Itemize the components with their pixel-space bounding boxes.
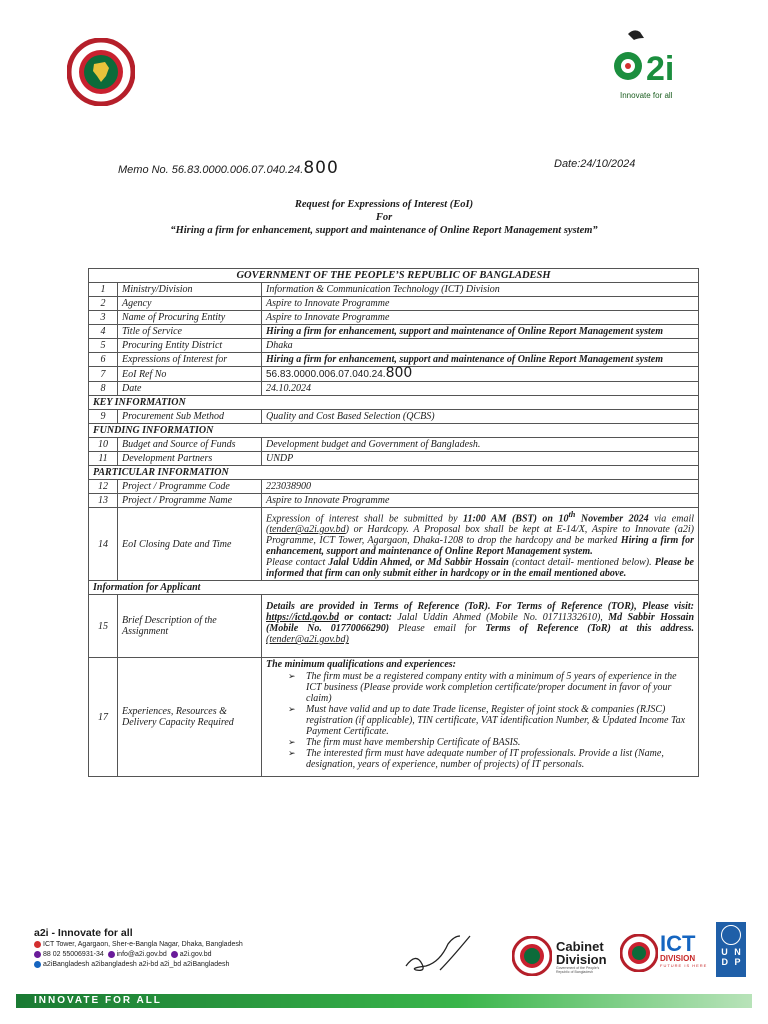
memo-prefix: Memo No. 56.83.0000.006.07.040.24. [118, 164, 304, 176]
title-line-1: Request for Expressions of Interest (EoI) [294, 199, 474, 210]
field-label: Title of Service [118, 325, 262, 339]
field-label: Ministry/Division [118, 283, 262, 297]
signature-image [400, 930, 476, 976]
undp-letters: U N D P [721, 947, 741, 967]
un-emblem-icon [721, 925, 741, 945]
svg-text:2i: 2i [646, 50, 675, 86]
field-label: Project / Programme Code [118, 480, 262, 494]
qualifications [262, 658, 699, 777]
field-label: Date [118, 382, 262, 396]
title-line-2: For [375, 212, 393, 223]
field-label: Project / Programme Name [118, 494, 262, 508]
ict-division-label [660, 931, 708, 968]
a2i-bird-icon [608, 26, 703, 86]
footer-address-text: ICT Tower, Agargaon, Sher-e-Bangla Nagar, Dhaka, Bangladesh [43, 941, 243, 948]
table-row [89, 410, 699, 424]
row-number: 10 [89, 438, 118, 452]
row-number: 9 [89, 410, 118, 424]
footer-contact [34, 928, 334, 970]
qualification-item: ➢ The firm must be a registered company entity with a minimum of 5 years of experience in the ICT business (Please provide work completion certificate/proper document in favor of your claim) [306, 671, 694, 704]
field-value: Aspire to Innovate Programme [262, 297, 699, 311]
field-value: 24.10.2024 [262, 382, 699, 396]
contact-jalal: Jalal Uddin Ahmed (Mobile No. 01711332610), [397, 612, 609, 624]
footer-social-text: a2iBangladesh a2ibangladesh a2i-bd a2i_bd a2iBangladesh [43, 961, 230, 968]
ictd-link[interactable]: https://ictd.gov.bd [266, 612, 339, 624]
footer-web[interactable]: a2i.gov.bd [179, 951, 212, 958]
qualifications-heading: The minimum qualifications and experiences: [266, 659, 457, 671]
qualifications-list [266, 671, 694, 770]
field-label: Brief Description of the Assignment [118, 595, 262, 658]
title-line-3: “Hiring a firm for enhancement, support and maintenance of Online Report Management system” [170, 225, 598, 236]
memo-handwritten-number: 800 [303, 158, 339, 178]
field-value: Information & Communication Technology (ICT) Division [262, 283, 699, 297]
table-row [89, 311, 699, 325]
closing-subject: Hiring a firm for enhancement, support and maintenance of Online Report Management system. [266, 535, 694, 558]
undp-logo [716, 922, 746, 977]
field-label: Agency [118, 297, 262, 311]
memo-number [118, 158, 339, 178]
contact-sabbir: Md Sabbir Hossain (Mobile No. 01770066290) [266, 612, 695, 635]
table-row [89, 595, 699, 658]
table-row [89, 325, 699, 339]
field-value: Aspire to Innovate Programme [262, 311, 699, 325]
a2i-tagline: Innovate for all [620, 91, 673, 100]
table-row [89, 508, 699, 581]
section-row [89, 581, 699, 595]
submission-note: Please be informed that firm can only submit either in hardcopy or in the email mentioned above. [266, 557, 694, 580]
web-icon [171, 951, 178, 958]
cabinet-division-label [556, 940, 611, 974]
field-label: Development Partners [118, 452, 262, 466]
field-label: Expressions of Interest for [118, 353, 262, 367]
table-row [89, 339, 699, 353]
social-icon [34, 961, 41, 968]
row-number: 6 [89, 353, 118, 367]
table-row [89, 480, 699, 494]
qualification-item: ➢ The firm must have membership Certificate of BASIS. [306, 737, 694, 748]
ict-tagline: FUTURE IS HERE [660, 963, 708, 968]
field-value: Hiring a firm for enhancement, support and maintenance of Online Report Management system [262, 325, 699, 339]
field-value [262, 367, 699, 382]
ict-division-word: DIVISION [660, 954, 696, 963]
tender-email-link[interactable]: (tender@a2i.gov.bd) [266, 634, 349, 646]
qualification-item: ➢ The interested firm must have adequate number of IT professionals. Provide a list (Name, designation, years of experience, number of projects) of IT personals. [306, 748, 694, 770]
closing-date: November 2024 [575, 513, 649, 525]
footer-email[interactable]: info@a2i.gov.bd [116, 951, 167, 958]
assignment-details [262, 595, 699, 658]
field-label: Experiences, Resources & Delivery Capacity Required [118, 658, 262, 777]
cabinet-subtext: Government of the People's Republic of Bangladesh [556, 966, 600, 974]
field-value: Development budget and Government of Bangladesh. [262, 438, 699, 452]
ict-word: ICT [660, 931, 696, 956]
section-row [89, 466, 699, 480]
memo-date: Date:24/10/2024 [554, 158, 636, 170]
row-number: 7 [89, 367, 118, 382]
funding-information-heading: FUNDING INFORMATION [89, 424, 699, 438]
footer-banner [16, 994, 752, 1008]
row-number: 11 [89, 452, 118, 466]
field-label: Budget and Source of Funds [118, 438, 262, 452]
phone-icon [34, 951, 41, 958]
division-word: Division [556, 952, 607, 967]
government-seal-logo [67, 38, 135, 106]
footer-phone: 88 02 55006931-34 [43, 951, 104, 958]
row-number: 14 [89, 508, 118, 581]
footer-contacts [34, 950, 334, 960]
particular-information-heading: PARTICULAR INFORMATION [89, 466, 699, 480]
row-number: 15 [89, 595, 118, 658]
footer-social [34, 960, 334, 970]
field-value: Hiring a firm for enhancement, support and maintenance of Online Report Management system [262, 353, 699, 367]
row-number: 17 [89, 658, 118, 777]
closing-text: ) or Hardcopy. A Proposal box shall be kept at E-14/X, Aspire to Innovate (a2i) Programme, ICT Tower, Agargaon, Dhaka-1208 to drop the hardcopy and be marked [266, 524, 694, 547]
field-label: Procurement Sub Method [118, 410, 262, 424]
a2i-logo [608, 26, 703, 101]
field-value: Dhaka [262, 339, 699, 353]
footer-banner-text: INNOVATE FOR ALL [34, 995, 162, 1006]
table-row [89, 494, 699, 508]
ict-division-seal [620, 934, 658, 972]
contact-text: Please contact [266, 557, 329, 569]
field-label: EoI Ref No [118, 367, 262, 382]
footer-address [34, 940, 334, 950]
eoi-table [88, 268, 699, 777]
row-number: 13 [89, 494, 118, 508]
contact-text: (contact detail- mentioned below). [508, 557, 655, 569]
qualification-item: ➢ Must have valid and up to date Trade license, Register of joint stock & companies (RJSC) registration (if applicable), TIN certificate, VAT identification Number, & Updated Income Tax Payment Certificate. [306, 704, 694, 737]
location-icon [34, 941, 41, 948]
cabinet-division-seal [512, 936, 552, 976]
table-row [89, 382, 699, 396]
table-row [89, 367, 699, 382]
closing-text: via email ( [266, 513, 694, 536]
row-number: 4 [89, 325, 118, 339]
field-value: UNDP [262, 452, 699, 466]
eoi-ref-prefix: 56.83.0000.006.07.040.24. [266, 369, 386, 380]
row-number: 8 [89, 382, 118, 396]
closing-text: Expression of interest shall be submitted by [266, 513, 464, 525]
row-number: 12 [89, 480, 118, 494]
closing-details [262, 508, 699, 581]
document-title [0, 198, 768, 237]
section-row [89, 396, 699, 410]
table-row [89, 283, 699, 297]
tor-text: Details are provided in Terms of Reference (ToR). For Terms of Reference (TOR), Please visit: [266, 601, 694, 613]
row-number: 5 [89, 339, 118, 353]
email-icon [108, 951, 115, 958]
information-for-applicant-heading: Information for Applicant [89, 581, 699, 595]
field-label: Name of Procuring Entity [118, 311, 262, 325]
table-row [89, 438, 699, 452]
tender-email-link[interactable]: tender@a2i.gov.bd [269, 524, 346, 536]
eoi-ref-handwritten: 800 [385, 365, 413, 381]
footer-heading: a2i - Innovate for all [34, 927, 133, 939]
row-number: 3 [89, 311, 118, 325]
field-label: Procuring Entity District [118, 339, 262, 353]
table-row [89, 452, 699, 466]
key-information-heading: KEY INFORMATION [89, 396, 699, 410]
row-number: 2 [89, 297, 118, 311]
table-heading-row [89, 269, 699, 283]
contact-names: Jalal Uddin Ahmed, or Md Sabbir Hossain [328, 557, 509, 569]
cabinet-word: Cabinet [556, 939, 604, 954]
table-row [89, 297, 699, 311]
table-row [89, 658, 699, 777]
closing-sup: th [568, 510, 576, 519]
field-value: Quality and Cost Based Selection (QCBS) [262, 410, 699, 424]
tor-text: or contact: [338, 612, 398, 624]
row-number: 1 [89, 283, 118, 297]
tor-text: Terms of Reference (ToR) at this address. [485, 623, 695, 635]
gov-heading: GOVERNMENT OF THE PEOPLE’S REPUBLIC OF BANGLADESH [89, 269, 699, 283]
field-label: EoI Closing Date and Time [118, 508, 262, 581]
field-value: 223038900 [262, 480, 699, 494]
closing-time: 11:00 AM (BST) on 10 [463, 513, 569, 525]
section-row [89, 424, 699, 438]
field-value: Aspire to Innovate Programme [262, 494, 699, 508]
tor-text: Please email for [389, 623, 486, 635]
